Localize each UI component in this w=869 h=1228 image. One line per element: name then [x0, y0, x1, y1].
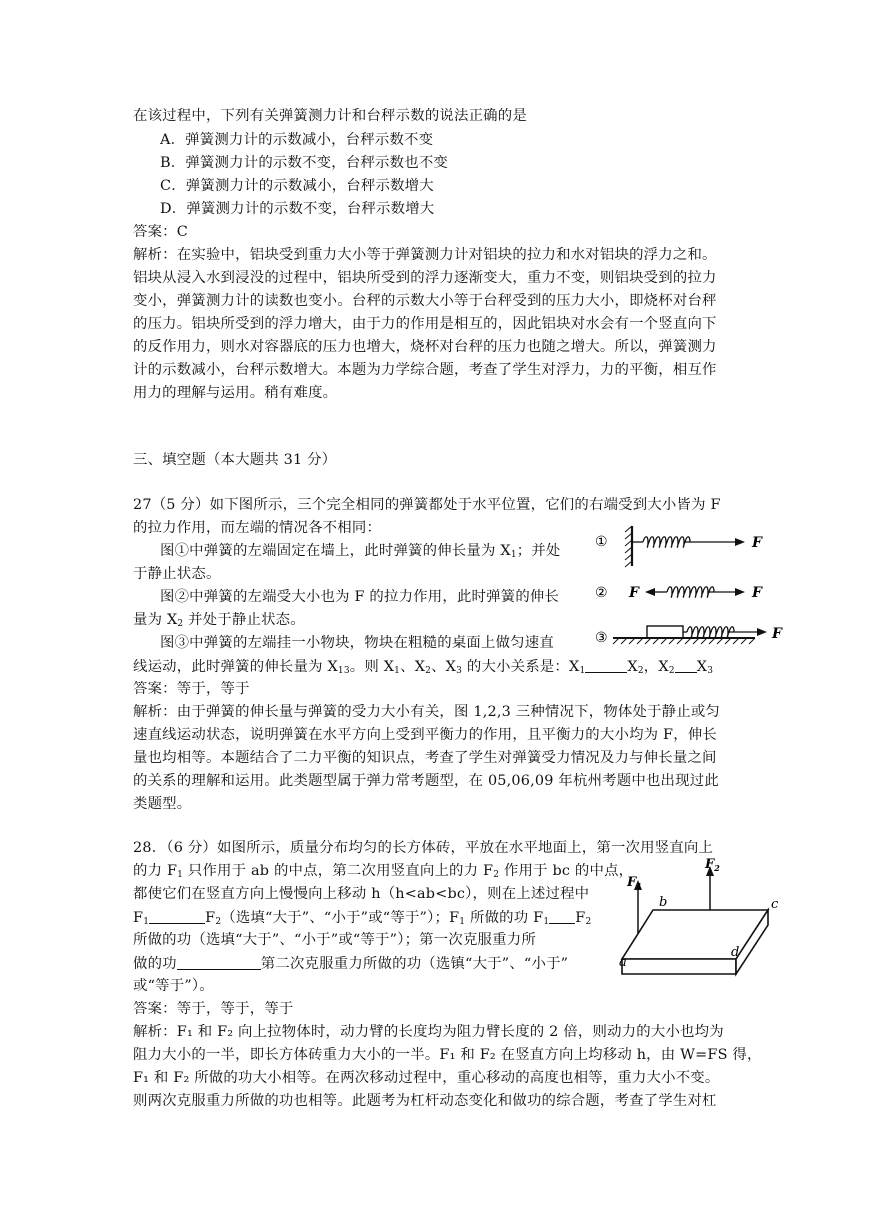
- q26-analysis-2: 铝块从浸入水到浸没的过程中，铝块所受到的浮力逐渐变大，重力不变，则铝块受到的拉力: [133, 270, 717, 286]
- q28-analysis-1: 解析：F₁ 和 F₂ 向上拉物体时，动力臂的长度均为阻力臂长度的 2 倍，则动力的大小也均为: [133, 1024, 724, 1040]
- q27-answer: 答案：等于，等于: [133, 681, 250, 697]
- q27-analysis-4: 的关系的理解和运用。此类题型属于弹力常考题型，在 05,06,09 年杭州考题中也出现过此: [133, 773, 719, 789]
- q28-answer: 答案：等于，等于，等于: [133, 1001, 294, 1017]
- block: [647, 626, 683, 638]
- q27-analysis-3: 量也均相等。本题结合了二力平衡的知识点，考查了学生对弹簧受力情况及力与伸长量之间: [133, 750, 717, 766]
- q27-line-5: 图②中弹簧的左端受大小也为 F 的拉力作用，此时弹簧的伸长: [160, 589, 560, 605]
- q28-line-6: 做的功 第二次克服重力所做的功（选镇“大于”、“小于”: [133, 956, 569, 972]
- answer-blank-4[interactable]: [549, 909, 575, 924]
- q27-line-3: 图①中弹簧的左端固定在墙上，此时弹簧的伸长量为 $X_1$；并处: [160, 543, 561, 560]
- force-label-3: F: [772, 626, 782, 642]
- q28-line-2: 的力 $F_1$ 只作用于 ab 的中点，第二次用竖直向上的力 $F_2$ 作用于 bc 的中点，: [133, 863, 634, 880]
- q26-analysis-1: 解析：在实验中，铝块受到重力大小等于弹簧测力计对铝块的拉力和水对铝块的浮力之和。: [133, 247, 717, 263]
- f2-label: $F_2$: [705, 857, 720, 873]
- vertex-d: d: [731, 945, 740, 960]
- q26-answer: 答案：C: [133, 224, 188, 240]
- spring-3: [683, 627, 767, 638]
- q27-analysis-1: 解析：由于弹簧的伸长量与弹簧的受力大小有关，图 1,2,3 三种情况下，物体处于静止或匀: [133, 704, 721, 720]
- q27-analysis-2: 速直线运动状态，说明弹簧在水平方向上受到平衡力的作用，且平衡力的大小均为 F，伸长: [133, 727, 717, 743]
- q26-option-b: B．弹簧测力计的示数不变，台秤示数也不变: [160, 155, 448, 171]
- q28-line-1: 28．（6 分）如图所示，质量分布均匀的长方体砖，平放在水平地面上，第一次用竖直向上: [133, 840, 714, 856]
- force-label-1: F: [752, 535, 762, 551]
- answer-blank-1[interactable]: [585, 658, 627, 673]
- q26-analysis-4: 的压力。铝块所受到的浮力增大，由于力的作用是相互的，因此铝块对水会有一个竖直向下: [133, 316, 717, 332]
- q28-analysis-4: 则两次克服重力所做的功也相等。此题考为杠杆动态变化和做功的综合题，考查了学生对杠: [133, 1093, 717, 1109]
- q28-analysis-2: 阻力大小的一半，即长方体砖重力大小的一半。F₁ 和 F₂ 在竖直方向上均移动 h，由 W=FS 得，: [133, 1047, 762, 1063]
- q27-line-7: 图③中弹簧的左端挂一小物块，物块在粗糙的桌面上做匀速直: [160, 635, 554, 651]
- q28-line-7: 或“等于”）。: [133, 978, 214, 994]
- q27-line-8: 线运动，此时弹簧的伸长量为 $X_{13}$。则 $X_1$、$X_2$、$X_3$ 的大小关系是：$X_1$ $X_2$，$X_2$ $X_3$: [133, 659, 714, 676]
- brick-front-face: [622, 959, 736, 974]
- force-label-2-left: F: [629, 585, 639, 601]
- q28-line-4: $F_1$ $F_2$（选填“大于”、“小于”或“等于”）；$F_1$ 所做的功 $F_1$ $F_2$: [133, 910, 592, 927]
- brick-figure: [618, 852, 783, 987]
- answer-blank-2[interactable]: [675, 658, 697, 673]
- q26-analysis-3: 变小，弹簧测力计的读数也变小。台秤的示数大小等于台秤受到的压力大小，即烧杯对台秤: [133, 293, 717, 309]
- spring-figure: [585, 522, 790, 657]
- fig-label-3: ③: [595, 630, 608, 646]
- q28-line-5: 所做的功（选填“大于”、“小于”或“等于”）；第一次克服重力所: [133, 932, 536, 948]
- q27-line-2: 的拉力作用，而左端的情况各不相同：: [133, 520, 382, 536]
- q26-analysis-7: 用力的理解与运用。稍有难度。: [133, 385, 338, 401]
- q26-option-d: D．弹簧测力计的示数不变，台秤示数增大: [160, 201, 435, 217]
- vertex-a: a: [619, 955, 627, 970]
- q27-line-6: 量为 $X_2$ 并处于静止状态。: [133, 612, 305, 629]
- q27-line-1: 27（5 分）如下图所示，三个完全相同的弹簧都处于水平位置，它们的右端受到大小皆为 F: [133, 497, 721, 513]
- q28-line-3: 都使它们在竖直方向上慢慢向上移动 h（h<ab<bc），则在上述过程中: [133, 886, 590, 902]
- force-label-2-right: F: [752, 585, 762, 601]
- vertex-c: c: [771, 897, 779, 912]
- q27-line-4: 于静止状态。: [133, 566, 221, 582]
- q26-analysis-6: 计的示数减小，台秤示数增大。本题为力学综合题，考查了学生对浮力，力的平衡，相互作: [133, 362, 717, 378]
- section-title: 三、填空题（本大题共 31 分）: [133, 452, 337, 468]
- q28-analysis-3: F₁ 和 F₂ 所做的功大小相等。在两次移动过程中，重心移动的高度也相等，重力大小不变。: [133, 1070, 720, 1086]
- f1-label: $F_1$: [627, 875, 642, 891]
- q26-stem: 在该过程中，下列有关弹簧测力计和台秤示数的说法正确的是: [133, 108, 527, 124]
- q26-option-a: A．弹簧测力计的示数减小，台秤示数不变: [160, 132, 434, 148]
- fig-label-2: ②: [595, 585, 608, 601]
- q26-option-c: C．弹簧测力计的示数减小，台秤示数增大: [160, 178, 434, 194]
- answer-blank-5[interactable]: [177, 955, 261, 970]
- vertex-b: b: [659, 895, 668, 910]
- q27-analysis-5: 类题型。: [133, 796, 192, 812]
- answer-blank-3[interactable]: [149, 909, 205, 924]
- spring-1: [632, 537, 745, 548]
- q26-analysis-5: 的反作用力，则水对容器底的压力也增大，烧杯对台秤的压力也随之增大。所以，弹簧测力: [133, 339, 717, 355]
- spring-2: [645, 587, 745, 598]
- fig-label-1: ①: [595, 534, 608, 550]
